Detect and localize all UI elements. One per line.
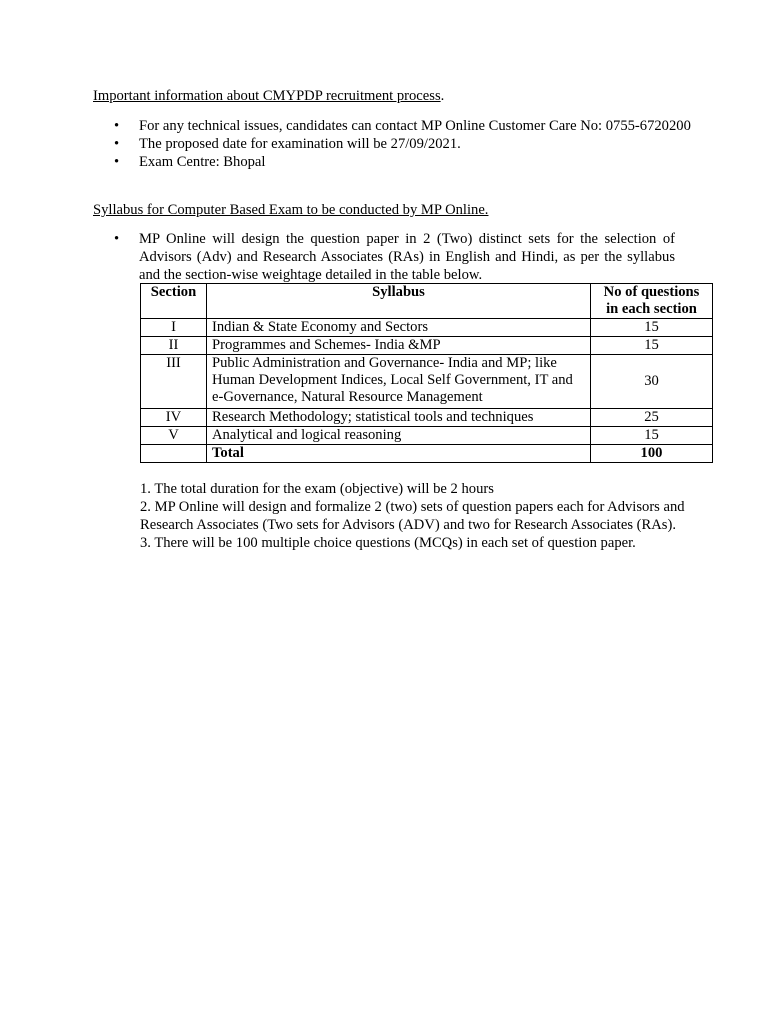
table-row <box>141 319 713 337</box>
bullet-icon: • <box>114 118 120 134</box>
header-syllabus: Syllabus <box>207 284 591 319</box>
syllabus-cell: Programmes and Schemes- India &MP <box>207 337 591 355</box>
bullet-icon: • <box>114 231 120 247</box>
questions-cell: 15 <box>591 337 713 355</box>
section-cell: III <box>141 355 207 409</box>
list-item <box>93 135 693 153</box>
customer-care-text: For any technical issues, candidates can contact MP Online Customer Care No: 0755-6720200 <box>139 118 691 134</box>
section-cell: I <box>141 319 207 337</box>
questions-cell: 15 <box>591 319 713 337</box>
exam-notes <box>140 480 700 552</box>
table-total-row <box>141 445 713 463</box>
bullet-icon: • <box>114 136 120 152</box>
note-duration: 1. The total duration for the exam (objective) will be 2 hours <box>140 481 494 497</box>
bullet-icon: • <box>114 154 120 170</box>
total-section-cell <box>141 445 207 463</box>
questions-cell: 15 <box>591 427 713 445</box>
syllabus-bullet-list <box>93 230 675 284</box>
table-row <box>141 409 713 427</box>
table-row <box>141 337 713 355</box>
table-row <box>141 427 713 445</box>
note-question-sets: 2. MP Online will design and formalize 2 (two) sets of question papers each for Advisors and Research Associates (Two sets for Advisors (ADV) and two for Research Associates (RAs). <box>140 499 685 533</box>
note-mcq-count: 3. There will be 100 multiple choice questions (MCQs) in each set of question paper. <box>140 535 636 551</box>
questions-cell: 25 <box>591 409 713 427</box>
table-row <box>141 355 713 409</box>
syllabus-heading: Syllabus for Computer Based Exam to be conducted by MP Online. <box>93 202 489 218</box>
syllabus-cell: Public Administration and Governance- India and MP; like Human Development Indices, Local Self Government, IT and e-Governance, Natural Resource Management <box>207 355 591 409</box>
section-cell: IV <box>141 409 207 427</box>
syllabus-cell: Indian & State Economy and Sectors <box>207 319 591 337</box>
section-cell: II <box>141 337 207 355</box>
exam-date-text: The proposed date for examination will be 27/09/2021. <box>139 136 461 152</box>
syllabus-table <box>140 283 713 463</box>
header-questions: No of questions in each section <box>591 284 713 319</box>
info-bullet-list <box>93 117 693 171</box>
section-cell: V <box>141 427 207 445</box>
list-item <box>93 153 693 171</box>
list-item <box>93 230 675 284</box>
table-header-row <box>141 284 713 319</box>
recruitment-info-heading: Important information about CMYPDP recruitment process. <box>93 88 445 104</box>
total-label-cell: Total <box>207 445 591 463</box>
syllabus-cell: Research Methodology; statistical tools and techniques <box>207 409 591 427</box>
questions-cell: 30 <box>591 355 713 409</box>
list-item <box>93 117 693 135</box>
total-questions-cell: 100 <box>591 445 713 463</box>
syllabus-description-text: MP Online will design the question paper in 2 (Two) distinct sets for the selection of Advisors (Adv) and Research Associates (RAs) in English and Hindi, as per the syllabus and the section-wise weightage detailed in the table below. <box>139 231 675 283</box>
exam-centre-text: Exam Centre: Bhopal <box>139 154 266 170</box>
syllabus-cell: Analytical and logical reasoning <box>207 427 591 445</box>
header-section: Section <box>141 284 207 319</box>
